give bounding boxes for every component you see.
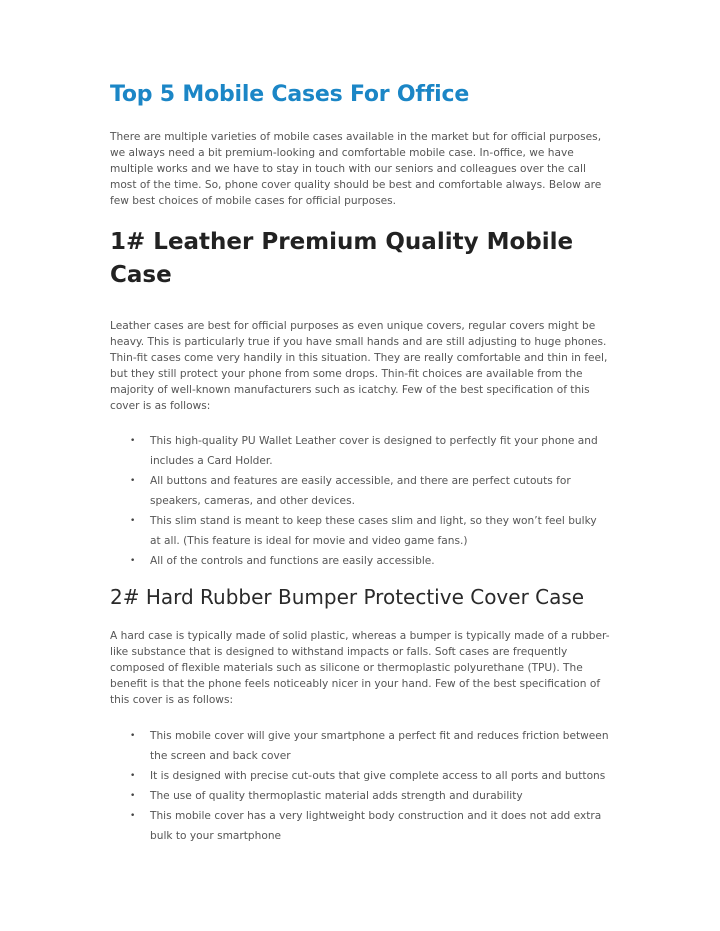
list-item-text: This slim stand is meant to keep these cases slim and light, so they won’t feel bulky at all. (This feature is ideal for movie and video game fans.) (150, 515, 597, 547)
bullet-icon: • (130, 771, 136, 781)
section-2-heading: 2# Hard Rubber Bumper Protective Cover Case (110, 585, 585, 609)
bullet-icon: • (130, 476, 136, 486)
list-item (130, 786, 610, 806)
section-1-bullet-list (130, 431, 610, 571)
bullet-icon: • (130, 791, 136, 801)
list-item-text: It is designed with precise cut-outs that give complete access to all ports and buttons (150, 770, 606, 782)
bullet-icon: • (130, 556, 136, 566)
list-item (130, 726, 610, 766)
list-item (130, 511, 610, 551)
page-title: Top 5 Mobile Cases For Office (110, 82, 470, 107)
list-item (130, 551, 610, 571)
section-2-paragraph: A hard case is typically made of solid plastic, whereas a bumper is typically made of a rubber-like substance that is designed to withstand impacts or falls. Soft cases are frequently composed of flexible materials such as silicone or thermoplastic polyurethane (TPU). The benefit is that the phone feels noticeably nicer in your hand. Few of the best specification of this cover is as follows: (110, 630, 610, 706)
list-item (130, 806, 610, 846)
list-item-text: This mobile cover has a very lightweight body construction and it does not add extra bulk to your smartphone (150, 810, 602, 842)
bullet-icon: • (130, 516, 136, 526)
list-item-text: The use of quality thermoplastic material adds strength and durability (150, 790, 523, 802)
intro-paragraph: There are multiple varieties of mobile cases available in the market but for official purposes, we always need a bit premium-looking and comfortable mobile case. In-office, we have multiple works and we have to stay in touch with our seniors and colleagues over the call most of the time. So, phone cover quality should be best and comfortable always. Below are few best choices of mobile cases for official purposes. (110, 131, 602, 207)
list-item (130, 471, 610, 511)
list-item (130, 766, 610, 786)
list-item-text: This high-quality PU Wallet Leather cover is designed to perfectly fit your phone and includes a Card Holder. (150, 435, 598, 467)
list-item-text: All of the controls and functions are easily accessible. (150, 555, 435, 567)
bullet-icon: • (130, 811, 136, 821)
bullet-icon: • (130, 436, 136, 446)
section-1-heading: 1# Leather Premium Quality Mobile Case (110, 229, 574, 288)
list-item-text: This mobile cover will give your smartphone a perfect fit and reduces friction between the screen and back cover (150, 730, 609, 762)
section-2-bullet-list (130, 726, 610, 846)
bullet-icon: • (130, 731, 136, 741)
section-1-paragraph: Leather cases are best for official purposes as even unique covers, regular covers might be heavy. This is particularly true if you have small hands and are still adjusting to huge phones. Thin-fit cases come very handily in this situation. They are really comfortable and thin in feel, but they still protect your phone from some drops. Thin-fit choices are available from the majority of well-known manufacturers such as icatchy. Few of the best specification of this cover is as follows: (110, 320, 608, 412)
list-item-text: All buttons and features are easily accessible, and there are perfect cutouts for speakers, cameras, and other devices. (150, 475, 571, 507)
list-item (130, 431, 610, 471)
